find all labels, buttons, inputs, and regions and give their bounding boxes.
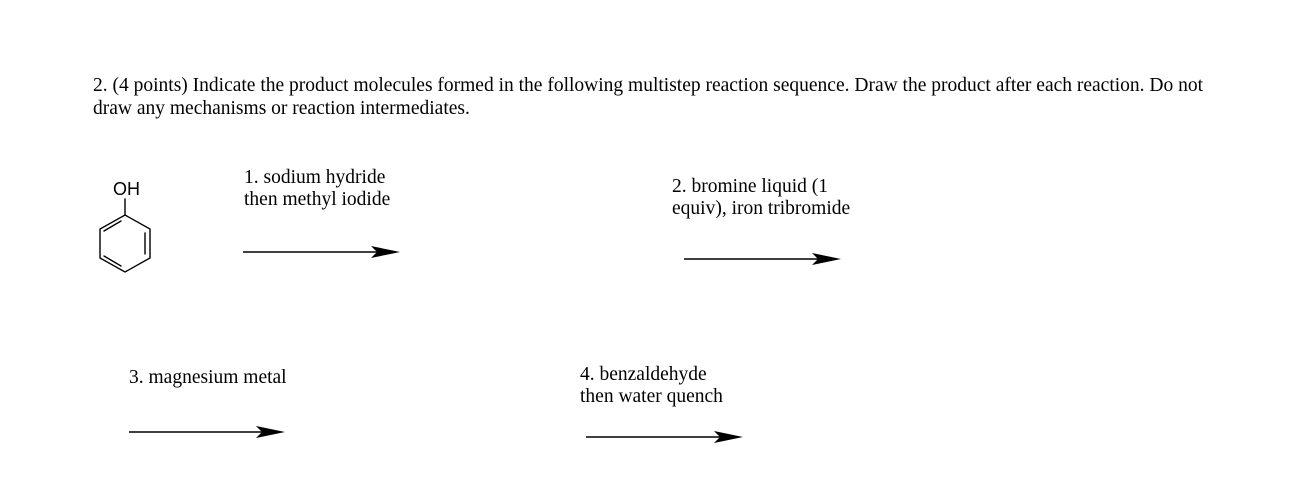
reaction-arrow-4-icon	[586, 429, 744, 445]
step-2-label: 2. bromine liquid (1 equiv), iron tribromide	[672, 176, 851, 219]
oh-label: OH	[113, 179, 140, 199]
step-1-label: 1. sodium hydride then methyl iodide	[244, 167, 391, 210]
question-text: 2. (4 points) Indicate the product molecules formed in the following multistep reaction sequence. Draw the product after each reaction. Do not draw any mechanisms or reaction intermediates.	[93, 75, 1204, 119]
reaction-arrow-1-icon	[243, 244, 401, 260]
phenol-structure-icon	[92, 173, 162, 283]
reaction-arrow-3-icon	[129, 424, 286, 440]
reaction-arrow-2-icon	[684, 251, 842, 267]
benzene-ring	[100, 199, 150, 272]
step-3-label: 3. magnesium metal	[129, 367, 287, 388]
step-4-label: 4. benzaldehyde then water quench	[580, 364, 723, 407]
